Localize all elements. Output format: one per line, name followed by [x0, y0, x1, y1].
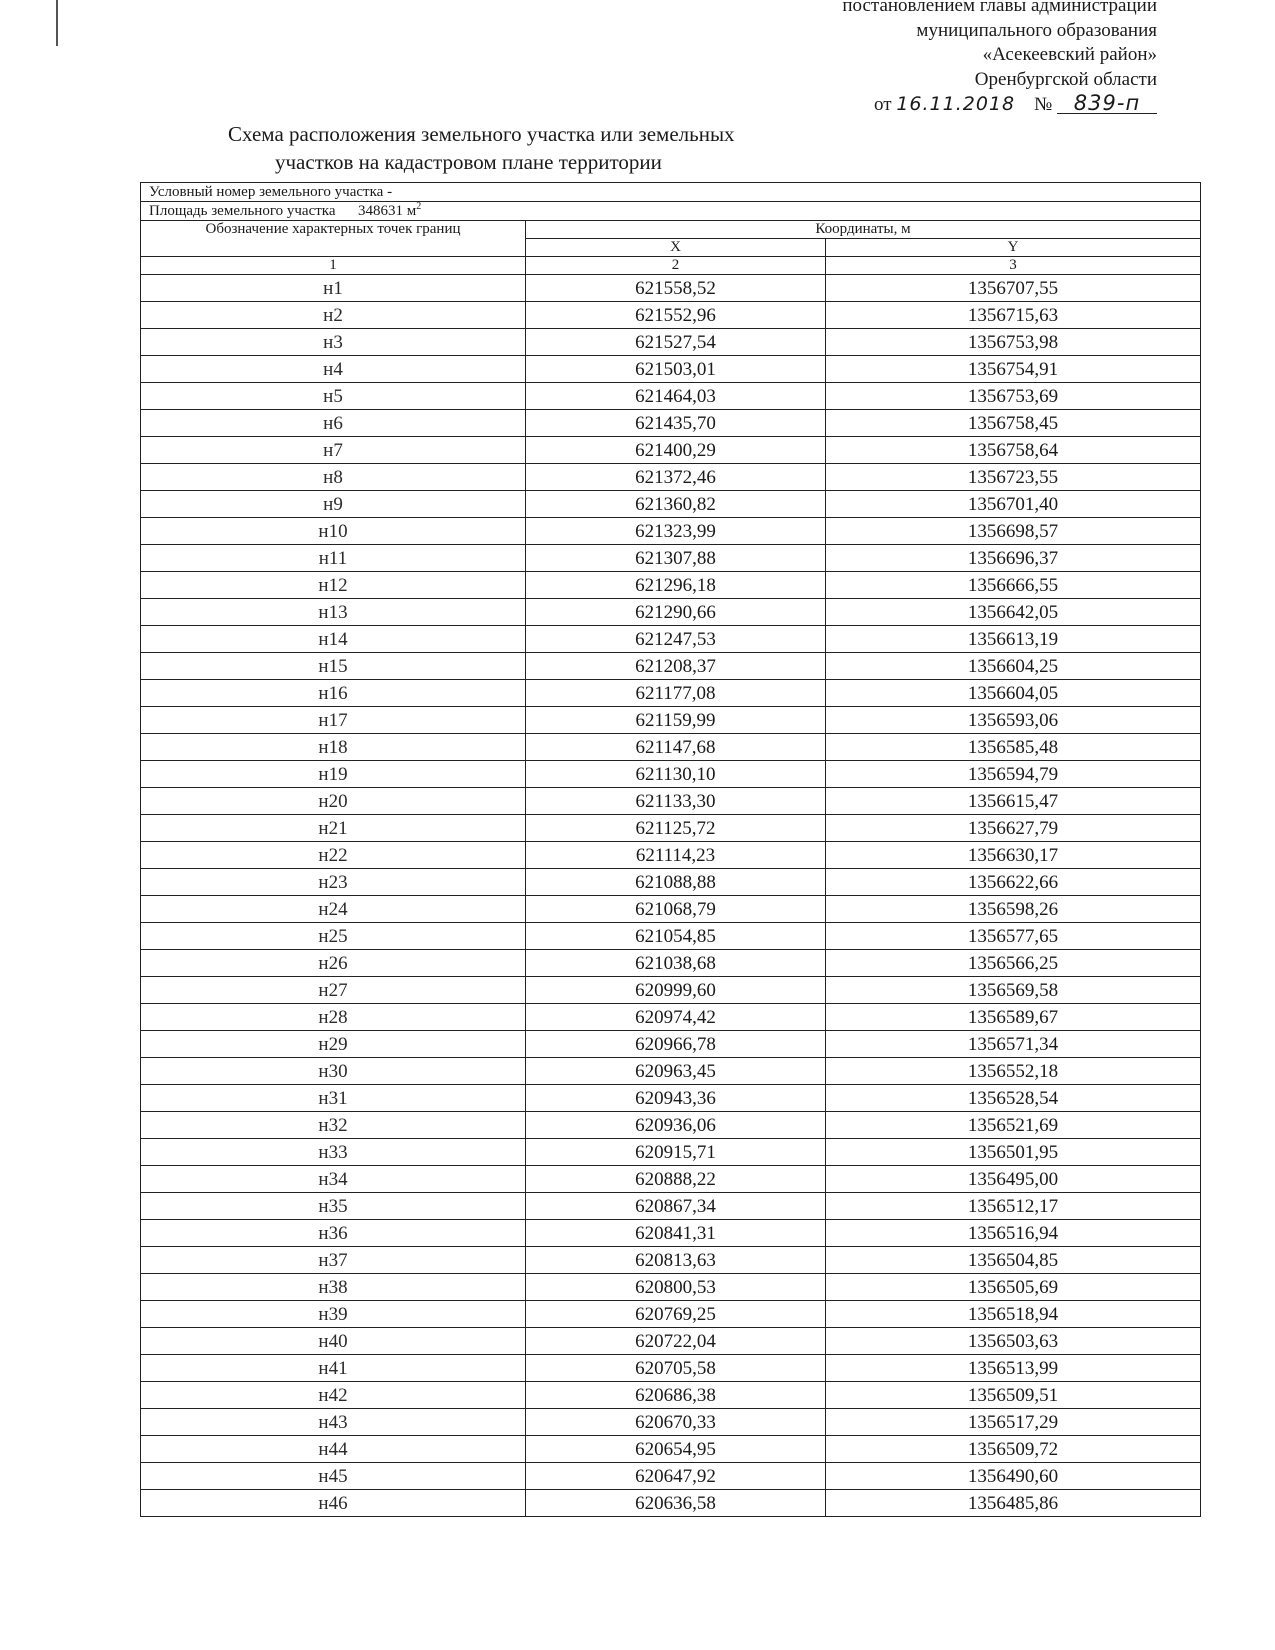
table-row — [141, 1382, 1201, 1409]
column-number-2: 2 — [526, 257, 826, 275]
point-cell: н46 — [141, 1490, 526, 1517]
y-coordinate-cell: 1356707,55 — [826, 275, 1201, 302]
y-coordinate-cell: 1356566,25 — [826, 950, 1201, 977]
point-cell: н30 — [141, 1058, 526, 1085]
x-coordinate-cell: 620647,92 — [526, 1463, 826, 1490]
x-coordinate-cell: 621247,53 — [526, 626, 826, 653]
x-coordinate-cell: 621177,08 — [526, 680, 826, 707]
table-row — [141, 437, 1201, 464]
point-cell: н39 — [141, 1301, 526, 1328]
y-coordinate-cell: 1356490,60 — [826, 1463, 1201, 1490]
x-coordinate-cell: 621147,68 — [526, 734, 826, 761]
y-coordinate-cell: 1356485,86 — [826, 1490, 1201, 1517]
point-cell: н1 — [141, 275, 526, 302]
x-coordinate-cell: 621296,18 — [526, 572, 826, 599]
x-coordinate-cell: 621307,88 — [526, 545, 826, 572]
table-row — [141, 923, 1201, 950]
point-cell: н20 — [141, 788, 526, 815]
x-coordinate-cell: 620974,42 — [526, 1004, 826, 1031]
point-cell: н23 — [141, 869, 526, 896]
x-coordinate-cell: 621360,82 — [526, 491, 826, 518]
header-line-2: муниципального образования — [916, 19, 1157, 41]
x-coordinate-cell: 621130,10 — [526, 761, 826, 788]
table-row — [141, 653, 1201, 680]
y-coordinate-cell: 1356509,51 — [826, 1382, 1201, 1409]
x-coordinate-cell: 621208,37 — [526, 653, 826, 680]
y-coordinate-cell: 1356715,63 — [826, 302, 1201, 329]
point-cell: н45 — [141, 1463, 526, 1490]
table-row — [141, 329, 1201, 356]
x-coordinate-cell: 620841,31 — [526, 1220, 826, 1247]
table-row — [141, 518, 1201, 545]
point-cell: н42 — [141, 1382, 526, 1409]
point-cell: н6 — [141, 410, 526, 437]
table-row — [141, 1031, 1201, 1058]
point-cell: н40 — [141, 1328, 526, 1355]
y-coordinate-cell: 1356552,18 — [826, 1058, 1201, 1085]
point-cell: н5 — [141, 383, 526, 410]
point-cell: н31 — [141, 1085, 526, 1112]
x-coordinate-cell: 621114,23 — [526, 842, 826, 869]
table-row — [141, 410, 1201, 437]
table-row — [141, 491, 1201, 518]
y-coordinate-cell: 1356517,29 — [826, 1409, 1201, 1436]
point-cell: н26 — [141, 950, 526, 977]
column-number-row — [141, 257, 1201, 275]
scan-edge-mark — [56, 0, 58, 46]
point-cell: н24 — [141, 896, 526, 923]
y-coordinate-cell: 1356571,34 — [826, 1031, 1201, 1058]
y-coordinate-cell: 1356589,67 — [826, 1004, 1201, 1031]
x-coordinate-cell: 620963,45 — [526, 1058, 826, 1085]
point-cell: н35 — [141, 1193, 526, 1220]
table-row — [141, 626, 1201, 653]
point-cell: н29 — [141, 1031, 526, 1058]
parcel-number-row — [141, 183, 1201, 202]
y-coordinate-cell: 1356630,17 — [826, 842, 1201, 869]
table-row — [141, 1004, 1201, 1031]
y-coordinate-cell: 1356642,05 — [826, 599, 1201, 626]
coordinates-table-body — [141, 183, 1201, 1517]
y-coordinate-cell: 1356758,64 — [826, 437, 1201, 464]
table-row — [141, 464, 1201, 491]
coords-header: Координаты, м — [526, 221, 1201, 239]
table-row — [141, 1058, 1201, 1085]
y-coordinate-cell: 1356613,19 — [826, 626, 1201, 653]
number-prefix: № — [1034, 94, 1053, 115]
point-cell: н8 — [141, 464, 526, 491]
point-cell: н22 — [141, 842, 526, 869]
point-cell: н19 — [141, 761, 526, 788]
point-cell: н9 — [141, 491, 526, 518]
y-coordinate-cell: 1356753,69 — [826, 383, 1201, 410]
table-row — [141, 950, 1201, 977]
table-row — [141, 1193, 1201, 1220]
x-coordinate-cell: 620813,63 — [526, 1247, 826, 1274]
points-header: Обозначение характерных точек границ — [141, 221, 526, 257]
y-coordinate-cell: 1356627,79 — [826, 815, 1201, 842]
table-row — [141, 788, 1201, 815]
y-coordinate-cell: 1356505,69 — [826, 1274, 1201, 1301]
table-row — [141, 1247, 1201, 1274]
y-coordinate-cell: 1356598,26 — [826, 896, 1201, 923]
y-coordinate-cell: 1356569,58 — [826, 977, 1201, 1004]
table-row — [141, 1301, 1201, 1328]
point-cell: н3 — [141, 329, 526, 356]
table-row — [141, 977, 1201, 1004]
point-cell: н43 — [141, 1409, 526, 1436]
point-cell: н32 — [141, 1112, 526, 1139]
table-row — [141, 1166, 1201, 1193]
x-coordinate-cell: 621323,99 — [526, 518, 826, 545]
point-cell: н11 — [141, 545, 526, 572]
table-row — [141, 1490, 1201, 1517]
point-cell: н36 — [141, 1220, 526, 1247]
table-row — [141, 707, 1201, 734]
y-coordinate-cell: 1356723,55 — [826, 464, 1201, 491]
y-coordinate-cell: 1356615,47 — [826, 788, 1201, 815]
decree-date: 16.11.2018 — [896, 93, 1016, 115]
y-coordinate-cell: 1356528,54 — [826, 1085, 1201, 1112]
table-row — [141, 1085, 1201, 1112]
point-cell: н33 — [141, 1139, 526, 1166]
x-coordinate-cell: 620800,53 — [526, 1274, 826, 1301]
area-label: Площадь земельного участка — [149, 203, 336, 219]
date-prefix: от — [874, 94, 892, 115]
table-header-row — [141, 221, 1201, 239]
decree-number: 839-п — [1057, 93, 1157, 114]
table-row — [141, 383, 1201, 410]
point-cell: н13 — [141, 599, 526, 626]
x-coordinate-cell: 621125,72 — [526, 815, 826, 842]
x-coordinate-cell: 620705,58 — [526, 1355, 826, 1382]
point-cell: н25 — [141, 923, 526, 950]
table-row — [141, 1355, 1201, 1382]
coordinates-table — [140, 182, 1201, 1517]
column-number-3: 3 — [826, 257, 1201, 275]
header-line-3: «Асекеевский район» — [982, 44, 1157, 65]
point-cell: н16 — [141, 680, 526, 707]
x-coordinate-cell: 620966,78 — [526, 1031, 826, 1058]
column-number-1: 1 — [141, 257, 526, 275]
x-header: X — [526, 239, 826, 257]
y-coordinate-cell: 1356754,91 — [826, 356, 1201, 383]
x-coordinate-cell: 620670,33 — [526, 1409, 826, 1436]
table-row — [141, 1220, 1201, 1247]
table-row — [141, 734, 1201, 761]
y-coordinate-cell: 1356604,25 — [826, 653, 1201, 680]
y-coordinate-cell: 1356753,98 — [826, 329, 1201, 356]
point-cell: н27 — [141, 977, 526, 1004]
x-coordinate-cell: 621552,96 — [526, 302, 826, 329]
approval-header — [737, 0, 1157, 118]
x-coordinate-cell: 620636,58 — [526, 1490, 826, 1517]
x-coordinate-cell: 621133,30 — [526, 788, 826, 815]
y-coordinate-cell: 1356666,55 — [826, 572, 1201, 599]
x-coordinate-cell: 621503,01 — [526, 356, 826, 383]
point-cell: н10 — [141, 518, 526, 545]
header-line-1: постановлением главы администрации — [842, 0, 1157, 16]
x-coordinate-cell: 620999,60 — [526, 977, 826, 1004]
parcel-number-label: Условный номер земельного участка - — [141, 183, 1201, 202]
x-coordinate-cell: 620867,34 — [526, 1193, 826, 1220]
table-row — [141, 815, 1201, 842]
x-coordinate-cell: 621088,88 — [526, 869, 826, 896]
x-coordinate-cell: 620943,36 — [526, 1085, 826, 1112]
table-row — [141, 761, 1201, 788]
table-row — [141, 572, 1201, 599]
y-coordinate-cell: 1356698,57 — [826, 518, 1201, 545]
y-coordinate-cell: 1356594,79 — [826, 761, 1201, 788]
point-cell: н21 — [141, 815, 526, 842]
point-cell: н34 — [141, 1166, 526, 1193]
x-coordinate-cell: 620888,22 — [526, 1166, 826, 1193]
table-row — [141, 680, 1201, 707]
point-cell: н28 — [141, 1004, 526, 1031]
table-row — [141, 1463, 1201, 1490]
parcel-area-row — [141, 202, 1201, 221]
area-unit-power: 2 — [416, 201, 422, 212]
table-row — [141, 1274, 1201, 1301]
point-cell: н12 — [141, 572, 526, 599]
x-coordinate-cell: 621558,52 — [526, 275, 826, 302]
y-coordinate-cell: 1356585,48 — [826, 734, 1201, 761]
y-coordinate-cell: 1356518,94 — [826, 1301, 1201, 1328]
point-cell: н44 — [141, 1436, 526, 1463]
x-coordinate-cell: 620654,95 — [526, 1436, 826, 1463]
header-line-4: Оренбургской области — [974, 68, 1157, 90]
y-coordinate-cell: 1356516,94 — [826, 1220, 1201, 1247]
title-line-1: Схема расположения земельного участка или земельных — [228, 122, 735, 146]
y-coordinate-cell: 1356501,95 — [826, 1139, 1201, 1166]
x-coordinate-cell: 621527,54 — [526, 329, 826, 356]
point-cell: н18 — [141, 734, 526, 761]
table-row — [141, 1112, 1201, 1139]
x-coordinate-cell: 621054,85 — [526, 923, 826, 950]
y-coordinate-cell: 1356521,69 — [826, 1112, 1201, 1139]
y-coordinate-cell: 1356513,99 — [826, 1355, 1201, 1382]
x-coordinate-cell: 621038,68 — [526, 950, 826, 977]
x-coordinate-cell: 621400,29 — [526, 437, 826, 464]
x-coordinate-cell: 620915,71 — [526, 1139, 826, 1166]
y-coordinate-cell: 1356604,05 — [826, 680, 1201, 707]
x-coordinate-cell: 621435,70 — [526, 410, 826, 437]
y-coordinate-cell: 1356577,65 — [826, 923, 1201, 950]
parcel-area-cell — [141, 202, 1201, 221]
y-coordinate-cell: 1356696,37 — [826, 545, 1201, 572]
table-row — [141, 275, 1201, 302]
y-coordinate-cell: 1356758,45 — [826, 410, 1201, 437]
x-coordinate-cell: 621068,79 — [526, 896, 826, 923]
table-row — [141, 1328, 1201, 1355]
table-row — [141, 1436, 1201, 1463]
y-coordinate-cell: 1356512,17 — [826, 1193, 1201, 1220]
table-row — [141, 302, 1201, 329]
table-row — [141, 545, 1201, 572]
point-cell: н7 — [141, 437, 526, 464]
y-coordinate-cell: 1356495,00 — [826, 1166, 1201, 1193]
point-cell: н14 — [141, 626, 526, 653]
x-coordinate-cell: 620686,38 — [526, 1382, 826, 1409]
point-cell: н4 — [141, 356, 526, 383]
x-coordinate-cell: 621464,03 — [526, 383, 826, 410]
x-coordinate-cell: 621159,99 — [526, 707, 826, 734]
table-row — [141, 896, 1201, 923]
x-coordinate-cell: 620936,06 — [526, 1112, 826, 1139]
y-coordinate-cell: 1356509,72 — [826, 1436, 1201, 1463]
table-row — [141, 356, 1201, 383]
point-cell: н2 — [141, 302, 526, 329]
point-cell: н17 — [141, 707, 526, 734]
y-coordinate-cell: 1356593,06 — [826, 707, 1201, 734]
y-coordinate-cell: 1356504,85 — [826, 1247, 1201, 1274]
y-coordinate-cell: 1356622,66 — [826, 869, 1201, 896]
table-row — [141, 599, 1201, 626]
decree-date-number — [737, 92, 1157, 118]
y-header: Y — [826, 239, 1201, 257]
title-line-2: участков на кадастровом плане территории — [275, 150, 662, 174]
x-coordinate-cell: 621372,46 — [526, 464, 826, 491]
x-coordinate-cell: 620769,25 — [526, 1301, 826, 1328]
x-coordinate-cell: 621290,66 — [526, 599, 826, 626]
y-coordinate-cell: 1356503,63 — [826, 1328, 1201, 1355]
table-row — [141, 869, 1201, 896]
table-row — [141, 842, 1201, 869]
x-coordinate-cell: 620722,04 — [526, 1328, 826, 1355]
point-cell: н37 — [141, 1247, 526, 1274]
table-row — [141, 1139, 1201, 1166]
point-cell: н38 — [141, 1274, 526, 1301]
point-cell: н15 — [141, 653, 526, 680]
y-coordinate-cell: 1356701,40 — [826, 491, 1201, 518]
point-cell: н41 — [141, 1355, 526, 1382]
table-row — [141, 1409, 1201, 1436]
area-value: 348631 м — [358, 203, 417, 219]
document-title — [228, 120, 848, 176]
